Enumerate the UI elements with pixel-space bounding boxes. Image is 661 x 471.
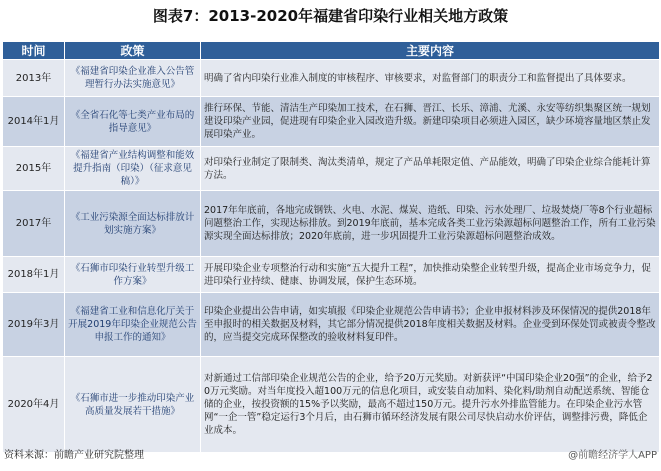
source-note: 资料来源：前瞻产业研究院整理: [4, 450, 144, 461]
page-title: 图表7：2013-2020年福建省印染行业相关地方政策: [152, 7, 509, 25]
row-policy: 《工业污染源全面达标排放计划实施方案》: [65, 191, 201, 257]
row-content: 明确了省内印染行业准入制度的审核程序、审核要求，对监督部门的职责分工和监督提出了具体要求。: [201, 60, 660, 97]
row-content: 对新通过工信部印染企业规范公告的企业，给予20万元奖励。对新获评“中国印染企业20强”的企业，给予20万元奖励。对当年度投入超100万元的信息化项目，或安装自动加料、染化料/助剂自动配送系统、智能仓储的企业，按投资额的15%予以奖励，最高不超过150万元。提升污水外排监管能力。在印染企业污水管网“一企一管”稳定运行3个月后，由石狮市循环经济发展有限公司尽快启动水价评估，调整排污费，降低企业成本。: [201, 357, 660, 453]
row-time: 2020年4月: [3, 357, 65, 453]
table-row: [3, 97, 660, 147]
row-content: 推行环保、节能、清洁生产印染加工技术，在石狮、晋江、长乐、漳浦、尤溪、永安等纺织集聚区统一规划建设印染产业园，促进现有印染企业入园改造升级。新建印染项目必须进入园区，缺少环境容量地区禁止发展印染产业。: [201, 97, 660, 147]
header-time: 时间: [3, 42, 65, 60]
table-row: [3, 191, 660, 257]
row-time: 2013年: [3, 60, 65, 97]
table-row: [3, 293, 660, 357]
header-content: 主要内容: [201, 42, 660, 60]
table-row: [3, 147, 660, 191]
row-time: 2015年: [3, 147, 65, 191]
footer: [4, 448, 657, 464]
row-policy: 《福建省产业结构调整和能效提升指南（印染）（征求意见稿）》: [65, 147, 201, 191]
table-row: [3, 257, 660, 293]
row-time: 2014年1月: [3, 97, 65, 147]
row-content: 对印染行业制定了限制类、淘汰类清单，规定了产品单耗限定值、产品能效，明确了印染企业综合能耗计算方法。: [201, 147, 660, 191]
row-policy: 《全省石化等七类产业布局的指导意见》: [65, 97, 201, 147]
row-time: 2019年3月: [3, 293, 65, 357]
row-content: 开展印染企业专项整治行动和实施“五大提升工程”，加快推动染整企业转型升级，提高企业市场竞争力，促进印染行业持续、健康、协调发展，保护生态环境。: [201, 257, 660, 293]
row-content: 印染企业提出公告申请，如实填报《印染企业规范公告申请书》；企业申报材料涉及环保情况的提供2018年至申报时的相关数据及材料，其它部分情况提供2018年度相关数据及材料。企业受到环保处罚或被责令整改的，应当提交完成环保整改的验收材料复印件。: [201, 293, 660, 357]
table-header-row: [3, 42, 660, 60]
policy-table: [2, 41, 660, 453]
row-time: 2018年1月: [3, 257, 65, 293]
table-row: [3, 60, 660, 97]
table-row: [3, 357, 660, 453]
row-policy: 《石狮市进一步推动印染产业高质量发展若干措施》: [65, 357, 201, 453]
header-policy: 政策: [65, 42, 201, 60]
row-policy: 《石狮市印染行业转型升级工作方案》: [65, 257, 201, 293]
row-policy: 《福建省工业和信息化厅关于开展2019年印染企业规范公告申报工作的通知》: [65, 293, 201, 357]
brand-credit: @前瞻经济学人APP: [568, 450, 657, 461]
row-policy: 《福建省印染企业准入公告管理暂行办法实施意见》: [65, 60, 201, 97]
row-time: 2017年: [3, 191, 65, 257]
row-content: 2017年年底前，各地完成钢铁、火电、水泥、煤炭、造纸、印染、污水处理厂、垃圾焚烧厂等8个行业超标问题整治工作，实现达标排放。到2019年底前，基本完成各类工业污染源超标问题整治工作，所有工业污染源实现全面达标排放；2020年底前，进一步巩固提升工业污染源超标问题整治成效。: [201, 191, 660, 257]
